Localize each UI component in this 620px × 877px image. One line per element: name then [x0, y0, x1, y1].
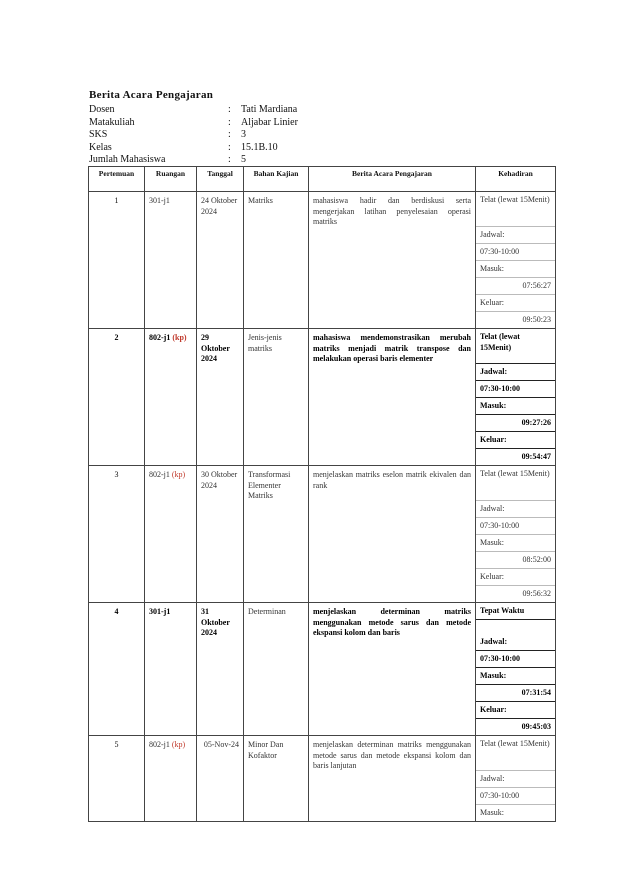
cell-bahan-kajian: Determinan [244, 603, 309, 736]
cell-kehadiran [476, 603, 556, 736]
jadwal-value: 07:30-10:00 [476, 381, 555, 398]
table-row [89, 192, 556, 329]
masuk-label: Masuk: [480, 808, 504, 817]
cell-berita-acara: menjelaskan matriks eselon matrik ekivalen dan rank [309, 466, 476, 603]
keluar-label: Keluar: [476, 569, 555, 586]
keluar-value: 09:45:03 [521, 722, 551, 731]
jadwal-label: Jadwal: [476, 771, 555, 788]
kp-marker: (kp) [171, 470, 186, 479]
info-label: Matakuliah [89, 116, 135, 128]
ruangan-code: 301-j1 [149, 196, 170, 205]
cell-pertemuan: 3 [89, 466, 145, 603]
cell-kehadiran [476, 329, 556, 466]
cell-berita-acara: mahasiswa hadir dan berdiskusi serta mengerjakan latihan penyelesaian operasi matriks [309, 192, 476, 329]
cell-bahan-kajian: Matriks [244, 192, 309, 329]
jadwal-label: Jadwal: [476, 501, 555, 518]
info-value: 5 [241, 154, 246, 166]
kehadiran-status: Tepat Waktu [476, 603, 555, 620]
table-row [89, 736, 556, 822]
keluar-value: 09:54:47 [521, 452, 551, 461]
header-berita-acara: Berita Acara Pengajaran [309, 167, 476, 192]
kp-marker: (kp) [172, 333, 187, 342]
table-row [89, 329, 556, 466]
info-value: 15.1B.10 [241, 141, 278, 153]
header-bahan-kajian: Bahan Kajian [244, 167, 309, 192]
header-kehadiran: Kehadiran [476, 167, 556, 192]
masuk-value: 08:52:00 [476, 552, 555, 569]
table-row [89, 466, 556, 603]
cell-tanggal: 30 Oktober 2024 [197, 466, 244, 603]
masuk-value: 09:27:26 [476, 415, 555, 432]
kehadiran-status: Telat (lewat 15Menit) [476, 466, 555, 501]
masuk-value: 07:56:27 [476, 278, 555, 295]
info-colon: : [228, 154, 231, 166]
masuk-label: Masuk: [476, 261, 555, 278]
cell-bahan-kajian: Minor Dan Kofaktor [244, 736, 309, 822]
table-header-row [89, 167, 556, 192]
cell-bahan-kajian: Transformasi Elementer Matriks [244, 466, 309, 603]
cell-ruangan [145, 192, 197, 329]
cell-tanggal: 24 Oktober 2024 [197, 192, 244, 329]
cell-tanggal: 31 Oktober 2024 [197, 603, 244, 736]
cell-tanggal: 29 Oktober 2024 [197, 329, 244, 466]
ruangan-code: 802-j1 [149, 470, 170, 479]
kehadiran-status: Telat (lewat 15Menit) [476, 329, 555, 364]
course-info [89, 104, 298, 167]
ruangan-code: 802-j1 [149, 740, 170, 749]
masuk-label: Masuk: [476, 535, 555, 552]
info-value: 3 [241, 129, 246, 141]
jadwal-label: Jadwal: [476, 227, 555, 244]
kehadiran-status: Telat (lewat 15Menit) [476, 736, 555, 771]
kehadiran-status: Telat (lewat 15Menit) [476, 192, 555, 227]
info-dosen [89, 104, 298, 117]
cell-ruangan [145, 736, 197, 822]
teaching-record-table [88, 166, 556, 822]
kp-marker: (kp) [171, 740, 186, 749]
jadwal-value: 07:30-10:00 [476, 244, 555, 261]
keluar-value: 09:50:23 [522, 315, 551, 324]
masuk-label: Masuk: [476, 398, 555, 415]
info-label: Kelas [89, 141, 112, 153]
cell-pertemuan: 1 [89, 192, 145, 329]
jadwal-value: 07:30-10:00 [476, 651, 555, 668]
info-matakuliah [89, 117, 298, 130]
info-value: Aljabar Linier [241, 116, 298, 128]
info-label: SKS [89, 129, 108, 141]
jadwal-value: 07:30-10:00 [476, 518, 555, 535]
masuk-label: Masuk: [476, 668, 555, 685]
cell-tanggal: 05-Nov-24 [197, 736, 244, 822]
cell-pertemuan: 4 [89, 603, 145, 736]
header-ruangan: Ruangan [145, 167, 197, 192]
ruangan-code: 301-j1 [149, 607, 171, 616]
info-colon: : [228, 141, 231, 153]
info-value: Tati Mardiana [241, 104, 298, 115]
cell-ruangan [145, 603, 197, 736]
ruangan-code: 802-j1 [149, 333, 171, 342]
page-title: Berita Acara Pengajaran [89, 89, 214, 101]
info-sks [89, 129, 298, 142]
keluar-value: 09:56:32 [522, 589, 551, 598]
info-label: Jumlah Mahasiswa [89, 154, 166, 166]
cell-berita-acara: mahasiswa mendemonstrasikan merubah matriks menjadi matrik transpose dan melakukan operasi baris elementer [309, 329, 476, 466]
cell-bahan-kajian: Jenis-jenis matriks [244, 329, 309, 466]
info-kelas [89, 142, 298, 155]
header-tanggal: Tanggal [197, 167, 244, 192]
table-row [89, 603, 556, 736]
jadwal-label: Jadwal: [476, 634, 555, 651]
cell-kehadiran [476, 736, 556, 822]
cell-kehadiran [476, 466, 556, 603]
keluar-label: Keluar: [476, 295, 555, 312]
info-colon: : [228, 129, 231, 141]
info-colon: : [228, 116, 231, 128]
cell-pertemuan: 2 [89, 329, 145, 466]
jadwal-value: 07:30-10:00 [476, 788, 555, 805]
cell-pertemuan: 5 [89, 736, 145, 822]
cell-kehadiran [476, 192, 556, 329]
cell-ruangan [145, 329, 197, 466]
cell-berita-acara: menjelaskan determinan matriks menggunakan metode sarus dan metode ekspansi kolom dan baris [309, 603, 476, 736]
cell-ruangan [145, 466, 197, 603]
header-pertemuan: Pertemuan [89, 167, 145, 192]
info-label: Dosen [89, 104, 115, 115]
keluar-label: Keluar: [476, 702, 555, 719]
masuk-value: 07:31:54 [476, 685, 555, 702]
cell-berita-acara: menjelaskan determinan matriks menggunakan metode sarus dan metode ekspansi kolom dan baris lanjutan [309, 736, 476, 822]
info-colon: : [228, 104, 231, 115]
jadwal-label: Jadwal: [476, 364, 555, 381]
keluar-label: Keluar: [476, 432, 555, 449]
